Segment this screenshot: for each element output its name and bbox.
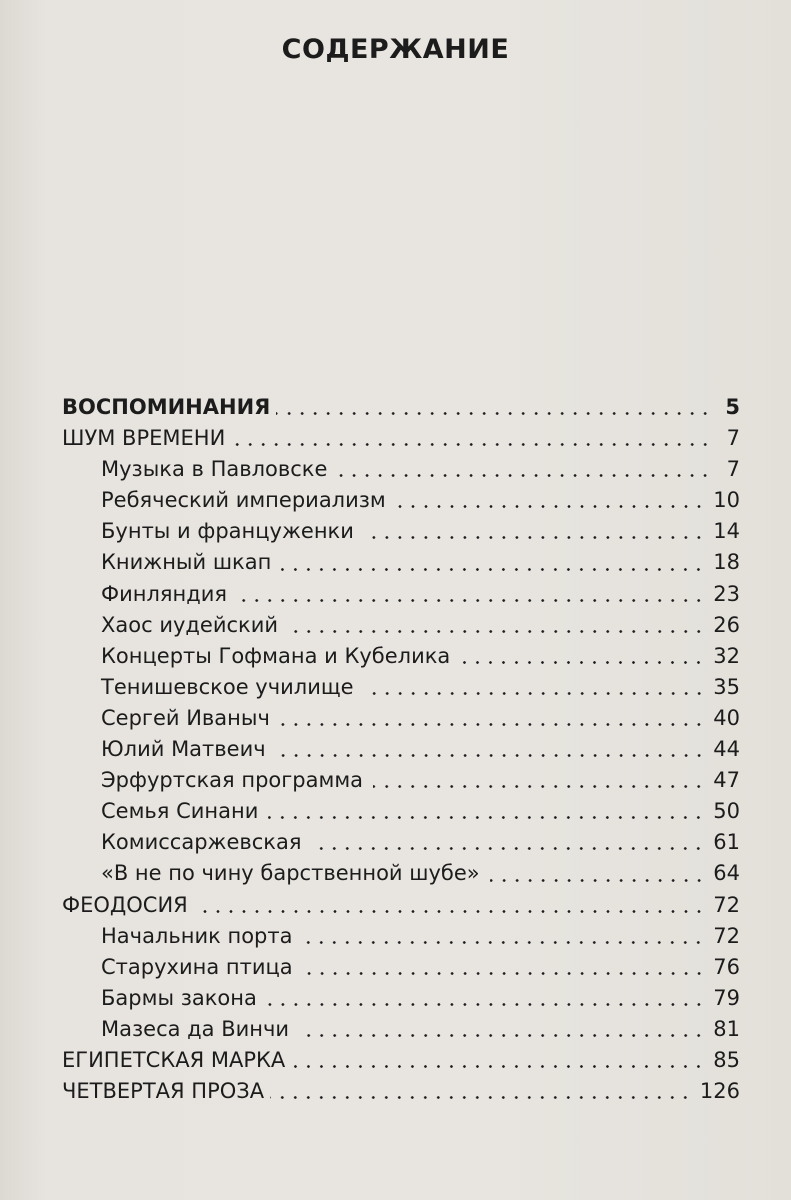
toc-entry — [62, 423, 740, 454]
toc-entry-title: Ребяческий империализм — [101, 488, 386, 513]
toc-entry — [62, 1076, 740, 1107]
toc-entry-title: Семья Синани — [101, 799, 259, 824]
toc-entry-title: Концерты Гофмана и Кубелика — [101, 643, 451, 668]
toc-entry-title: Сергей Иваныч — [101, 705, 270, 730]
toc-entry — [62, 921, 740, 952]
toc-entry-title: Мазеса да Винчи — [101, 1016, 290, 1041]
toc-entry — [62, 454, 740, 485]
dot-leader — [299, 1034, 705, 1037]
dot-leader — [288, 630, 705, 633]
toc-entry-page-number: 44 — [713, 737, 740, 762]
toc-entry-title: Книжный шкап — [101, 550, 272, 575]
toc-entry-page-number: 35 — [713, 674, 740, 699]
dot-leader — [281, 568, 705, 571]
toc-entry-page-number: 26 — [713, 612, 740, 637]
toc-entry — [62, 516, 740, 547]
toc-entry — [62, 765, 740, 796]
toc-entry-page-number: 7 — [726, 457, 740, 482]
toc-entry-page-number: 64 — [713, 861, 740, 886]
dot-leader — [231, 443, 712, 446]
toc-entry-page-number: 7 — [726, 426, 740, 451]
toc-entry-page-number: 85 — [713, 1047, 740, 1072]
toc-entry — [62, 1045, 740, 1076]
dot-leader — [194, 910, 705, 913]
dot-leader — [276, 754, 706, 757]
dot-leader — [270, 1096, 692, 1099]
toc-entry — [62, 1014, 740, 1045]
toc-entry-page-number: 79 — [713, 985, 740, 1010]
dot-leader — [364, 536, 705, 539]
toc-entry-title: ВОСПОМИНАНИЯ — [62, 395, 271, 419]
dot-leader — [303, 972, 706, 975]
toc-entry-page-number: 76 — [713, 954, 740, 979]
toc-entry-page-number: 18 — [713, 550, 740, 575]
toc-entry-title: Хаос иудейский — [101, 612, 279, 637]
toc-entry — [62, 890, 740, 921]
toc-entry-title: Музыка в Павловске — [101, 457, 328, 482]
toc-entry-title: Бунты и француженки — [101, 519, 354, 544]
toc-entry-title: Эрфуртская программа — [101, 768, 364, 793]
toc-entry-title: ШУМ ВРЕМЕНИ — [62, 426, 226, 451]
dot-leader — [291, 1065, 705, 1068]
toc-entry-title: ФЕОДОСИЯ — [62, 892, 188, 917]
dot-leader — [490, 879, 706, 882]
toc-entry-title: Финляндия — [101, 581, 228, 606]
toc-entry-page-number: 40 — [713, 705, 740, 730]
toc-entry-title: Начальник порта — [101, 923, 293, 948]
dot-leader — [280, 723, 705, 726]
toc-entry-page-number: 47 — [713, 768, 740, 793]
table-of-contents — [62, 392, 740, 1107]
dot-leader — [460, 661, 705, 664]
toc-entry — [62, 610, 740, 641]
toc-entry-page-number: 81 — [713, 1016, 740, 1041]
dot-leader — [373, 785, 705, 788]
toc-entry-page-number: 126 — [699, 1079, 740, 1104]
toc-entry-title: ЕГИПЕТСКАЯ МАРКА — [62, 1047, 286, 1072]
toc-entry-page-number: 32 — [713, 643, 740, 668]
toc-entry-title: Тенишевское училище — [101, 674, 354, 699]
toc-entry-title: Старухина птица — [101, 954, 293, 979]
toc-entry-title: ЧЕТВЕРТАЯ ПРОЗА — [62, 1079, 265, 1104]
dot-leader — [237, 599, 705, 602]
toc-entry — [62, 703, 740, 734]
toc-entry-page-number: 14 — [713, 519, 740, 544]
toc-entry — [62, 796, 740, 827]
dot-leader — [267, 1003, 705, 1006]
toc-entry — [62, 392, 740, 423]
toc-entry — [62, 952, 740, 983]
toc-entry — [62, 827, 740, 858]
dot-leader — [396, 505, 706, 508]
toc-entry-title: Бармы закона — [101, 985, 257, 1010]
toc-entry-title: Юлий Матвеич — [101, 737, 266, 762]
toc-entry — [62, 547, 740, 578]
toc-entry-title: Комиссаржевская — [101, 830, 302, 855]
toc-entry — [62, 579, 740, 610]
toc-entry-page-number: 5 — [725, 395, 740, 419]
toc-entry-page-number: 61 — [713, 830, 740, 855]
toc-entry-page-number: 10 — [713, 488, 740, 513]
toc-entry-page-number: 72 — [713, 923, 740, 948]
toc-entry — [62, 734, 740, 765]
toc-entry — [62, 983, 740, 1014]
toc-entry — [62, 485, 740, 516]
dot-leader — [364, 692, 706, 695]
toc-entry-page-number: 72 — [713, 892, 740, 917]
dot-leader — [276, 412, 712, 415]
dot-leader — [311, 847, 705, 850]
toc-entry-page-number: 50 — [713, 799, 740, 824]
toc-entry — [62, 858, 740, 889]
toc-entry — [62, 672, 740, 703]
toc-entry-title: «В не по чину барственной шубе» — [101, 861, 480, 886]
dot-leader — [337, 474, 712, 477]
page-title: СОДЕРЖАНИЕ — [281, 34, 510, 65]
dot-leader — [268, 816, 705, 819]
toc-entry — [62, 641, 740, 672]
dot-leader — [302, 941, 705, 944]
toc-entry-page-number: 23 — [713, 581, 740, 606]
